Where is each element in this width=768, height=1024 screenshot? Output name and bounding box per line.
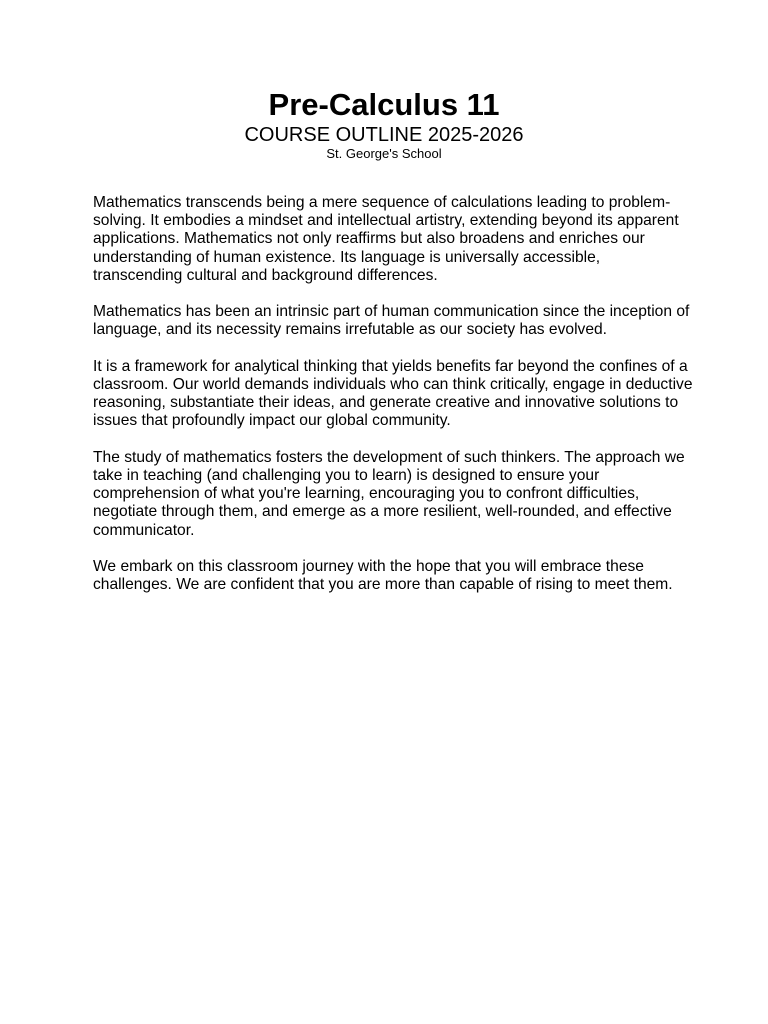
paragraph: Mathematics has been an intrinsic part of human communication since the inception of language, and its necessity remains irrefutable as our society has evolved. bbox=[93, 303, 690, 339]
paragraph: The study of mathematics fosters the development of such thinkers. The approach we take in teaching (and challenging you to learn) is designed to ensure your comprehension of what you're learning, encouraging you to confront difficulties, negotiate through them, and emerge as a more resilient, well-rounded, and effective communicator. bbox=[93, 448, 685, 539]
course-title: Pre-Calculus 11 bbox=[268, 87, 500, 122]
paragraph: Mathematics transcends being a mere sequence of calculations leading to problem-solving. It embodies a mindset and intellectual artistry, extending beyond its apparent applications. Mathematics not only reaffirms but also broadens and enriches our understanding of human existence. Its language is universally accessible, transcending cultural and background differences. bbox=[93, 194, 679, 284]
school-name: St. George's School bbox=[326, 146, 442, 161]
paragraph: We embark on this classroom journey with the hope that you will embrace these challenges. We are confident that you are more than capable of rising to meet them. bbox=[93, 558, 673, 594]
course-outline-subtitle: COURSE OUTLINE 2025-2026 bbox=[244, 124, 524, 146]
document-header bbox=[0, 86, 768, 161]
paragraph: It is a framework for analytical thinking that yields benefits far beyond the confines of a classroom. Our world demands individuals who can think critically, engage in deductive reasoning, substantiate their ideas, and generate creative and innovative solutions to issues that profoundly impact our global community. bbox=[93, 357, 693, 430]
document-body bbox=[93, 194, 693, 613]
